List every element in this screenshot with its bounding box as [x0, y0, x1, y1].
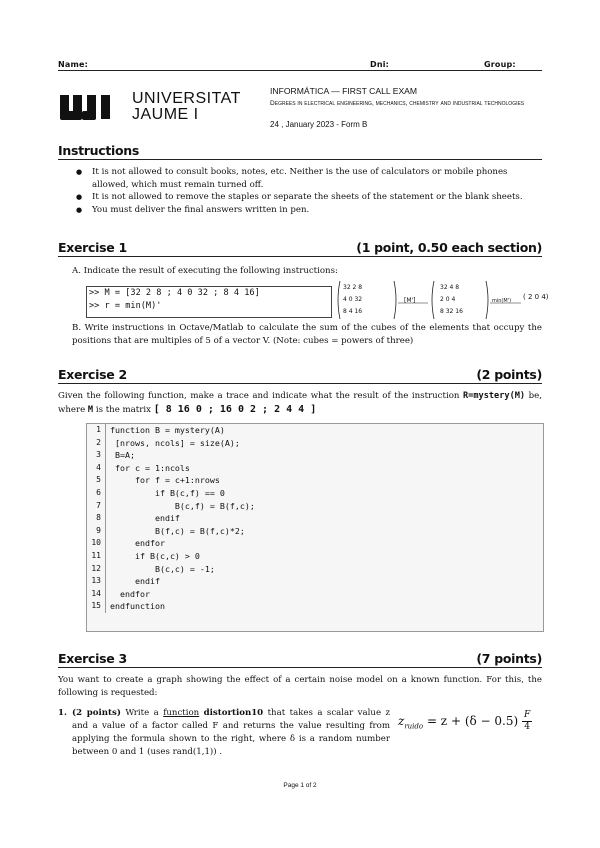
- line-number: 14: [87, 588, 106, 601]
- exercise3-points: (7 points): [476, 651, 542, 666]
- code-line: [87, 449, 543, 462]
- code-line: [87, 588, 543, 601]
- exercise3-item-text: [72, 707, 390, 759]
- exercise3-intro: You want to create a graph showing the effect of a certain noise model on a known function. For this, the following is requested:: [58, 675, 542, 698]
- code-text: function B = mystery(A): [110, 425, 225, 435]
- line-number: 6: [87, 487, 106, 500]
- hand-matrix-1-row: 32 2 8: [343, 284, 363, 291]
- exercise2-intro-mid: be, where: [58, 391, 542, 415]
- line-number: 2: [87, 437, 106, 450]
- line-number: 8: [87, 512, 106, 525]
- code-line: [87, 563, 543, 576]
- hand-label-2: min(M'): [492, 298, 512, 304]
- exercise2-intro: [58, 390, 542, 417]
- hand-matrix-2-row: 32 4 8: [440, 284, 460, 291]
- code-line: [87, 437, 543, 450]
- formula-den: 4: [524, 722, 530, 732]
- line-number: 15: [87, 600, 106, 613]
- code-line: [87, 462, 543, 475]
- code-line: [87, 512, 543, 525]
- exercise2-rule: [58, 383, 542, 384]
- exercise1-a-text: A. Indicate the result of executing the following instructions:: [72, 266, 338, 276]
- formula-rhs: = z + (δ − 0.5): [423, 714, 522, 728]
- exercise2-intro-post: is the matrix: [93, 405, 154, 415]
- noise-formula: [398, 710, 532, 733]
- exercise1-title: Exercise 1: [58, 240, 127, 255]
- hand-matrix-2-row: 2 0 4: [440, 296, 456, 303]
- university-line2: JAUME I: [132, 106, 199, 123]
- line-number: 10: [87, 537, 106, 550]
- line-number: 7: [87, 500, 106, 513]
- name-label: Name:: [58, 60, 89, 69]
- instructions-rule: [58, 159, 542, 160]
- code-line-2: >> r = min(M)': [89, 301, 162, 311]
- instructions-list: [72, 166, 542, 216]
- code-line: [87, 600, 543, 613]
- exercise3-rule: [58, 667, 542, 668]
- hand-matrix-1-row: 4 0 32: [343, 296, 363, 303]
- line-number: 1: [87, 424, 106, 437]
- exercise2-intro-m: M: [87, 405, 94, 415]
- code-text: for c = 1:ncols: [110, 462, 190, 473]
- line-number: 12: [87, 563, 106, 576]
- line-number: 4: [87, 462, 106, 475]
- exam-title: INFORMÁTICA — FIRST CALL EXAM: [270, 86, 418, 96]
- code-text: [nrows, ncols] = size(A);: [110, 437, 240, 448]
- hand-result: ( 2 0 4): [523, 293, 549, 301]
- formula-lhs: z: [398, 714, 405, 728]
- code-text: if B(c,c) > 0: [110, 550, 200, 561]
- line-number: 11: [87, 550, 106, 563]
- exercise3-item-link: function: [163, 708, 200, 718]
- code-text: endfor: [110, 538, 165, 549]
- hand-label-1: [M']: [404, 297, 416, 304]
- code-text: for f = c+1:nrows: [110, 475, 220, 486]
- code-text: endfunction: [110, 601, 165, 612]
- code-line: [87, 487, 543, 500]
- degrees-text: Degrees in electrical engineering, mechanics, chemistry and industrial technologies: [270, 100, 525, 107]
- exercise3-title: Exercise 3: [58, 651, 127, 666]
- exercise2-code-listing: [86, 423, 544, 632]
- exercise2-intro-code: R=mystery(M): [463, 391, 526, 401]
- exercise3-function-name: distortion10: [203, 708, 264, 718]
- exercise3-item-pre: Write a: [120, 708, 164, 718]
- list-item: ● It is not allowed to remove the staples or separate the sheets of the statement or the blank sheets.: [72, 191, 542, 204]
- header-rule: [58, 70, 542, 71]
- university-line1: UNIVERSITAT: [132, 90, 241, 107]
- code-text: B(f,c) = B(f,c)*2;: [110, 525, 245, 536]
- list-item: ● You must deliver the final answers written in pen.: [72, 204, 542, 217]
- page-number: Page 1 of 2: [283, 782, 317, 789]
- code-text: B(c,c) = -1;: [110, 563, 215, 574]
- line-number: 5: [87, 474, 106, 487]
- code-line: [87, 525, 543, 538]
- code-text: B(c,f) = B(f,c);: [110, 500, 255, 511]
- code-line: [87, 550, 543, 563]
- code-line-1: >> M = [32 2 8 ; 4 0 32 ; 8 4 16]: [89, 288, 260, 298]
- code-line: [87, 575, 543, 588]
- code-line: [87, 537, 543, 550]
- code-line: [87, 474, 543, 487]
- code-text: endif: [110, 576, 160, 587]
- exercise3-item-points: (2 points): [72, 708, 121, 718]
- exercise2-points: (2 points): [476, 367, 542, 382]
- code-text: B=A;: [110, 450, 135, 461]
- exercise1-b-text: B. Write instructions in Octave/Matlab to calculate the sum of the cubes of the elements that occupy the positions that are multiples of 5 of a vector V. (Note: cubes = powers of three): [72, 323, 542, 346]
- list-item: ● It is not allowed to consult books, notes, etc. Neither is the use of calculators or mobile phones allowed, which must remain turned off.: [72, 166, 542, 191]
- exercise2-title: Exercise 2: [58, 367, 127, 382]
- exercise2-intro-pre: Given the following function, make a trace and indicate what the result of the instruction: [58, 391, 463, 401]
- university-name: [132, 91, 241, 123]
- formula-sub: ruido: [404, 722, 424, 731]
- line-number: 3: [87, 449, 106, 462]
- code-line: [87, 500, 543, 513]
- code-text: endfor: [110, 588, 150, 599]
- exercise3-item-body: that takes a scalar value z and a value of a factor called F and returns the value resulting from applying the formula shown to the right, where δ is a random number between 0 and 1 (uses rand(1,1)) .: [72, 708, 391, 757]
- line-number: 9: [87, 525, 106, 538]
- group-label: Group:: [484, 60, 516, 69]
- exercise2-matrix: [ 8 16 0 ; 16 0 2 ; 2 4 4 ]: [153, 404, 317, 415]
- exam-date: 24 , January 2023 - Form B: [270, 120, 368, 129]
- hand-matrix-1-row: 8 4 16: [343, 308, 363, 315]
- dni-label: Dni:: [370, 60, 390, 69]
- instructions-title: Instructions: [58, 143, 140, 158]
- code-text: if B(c,f) == 0: [110, 487, 225, 498]
- exercise1-code-box: [86, 286, 332, 318]
- exercise1-rule: [58, 256, 542, 257]
- code-text: endif: [110, 513, 180, 524]
- hand-matrix-2-row: 8 32 16: [440, 308, 463, 315]
- formula-num: F: [523, 710, 531, 720]
- hand-matrix-1: [343, 282, 362, 318]
- code-line: [87, 424, 543, 437]
- exercise1-points: (1 point, 0.50 each section): [356, 240, 542, 255]
- line-number: 13: [87, 575, 106, 588]
- exercise3-item-number: 1.: [58, 708, 67, 718]
- hand-matrix-2: [440, 282, 463, 318]
- uji-logo-icon: [60, 93, 122, 123]
